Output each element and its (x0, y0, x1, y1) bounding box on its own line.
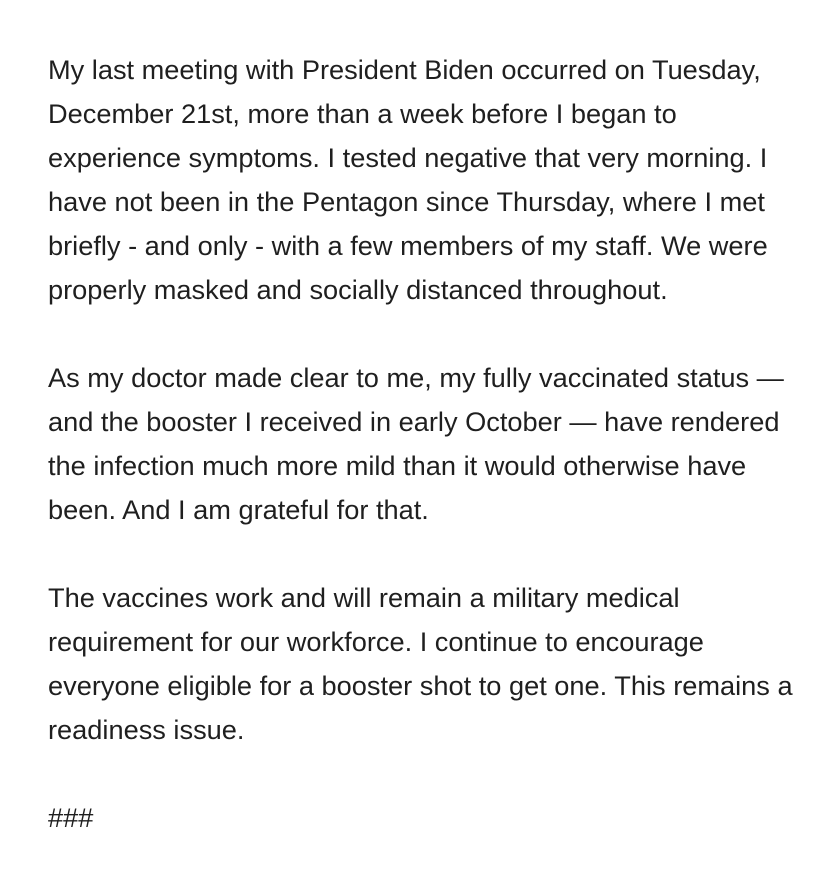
paragraph-vaccination: As my doctor made clear to me, my fully vaccinated status — and the booster I received in early October — have rendered the infection much more mild than it would otherwise have been. And I am grateful for that. (48, 362, 784, 525)
paragraph-meeting: My last meeting with President Biden occurred on Tuesday, December 21st, more than a week before I began to experience symptoms. I tested negative that very morning. I have not been in the Pentagon since Thursday, where I met briefly - and only - with a few members of my staff. We were properly masked and socially distanced throughout. (48, 54, 768, 305)
end-mark: ### (48, 802, 94, 833)
statement-body (48, 48, 800, 840)
paragraph-readiness: The vaccines work and will remain a military medical requirement for our workforce. I continue to encourage everyone eligible for a booster shot to get one. This remains a readiness issue. (48, 582, 793, 745)
